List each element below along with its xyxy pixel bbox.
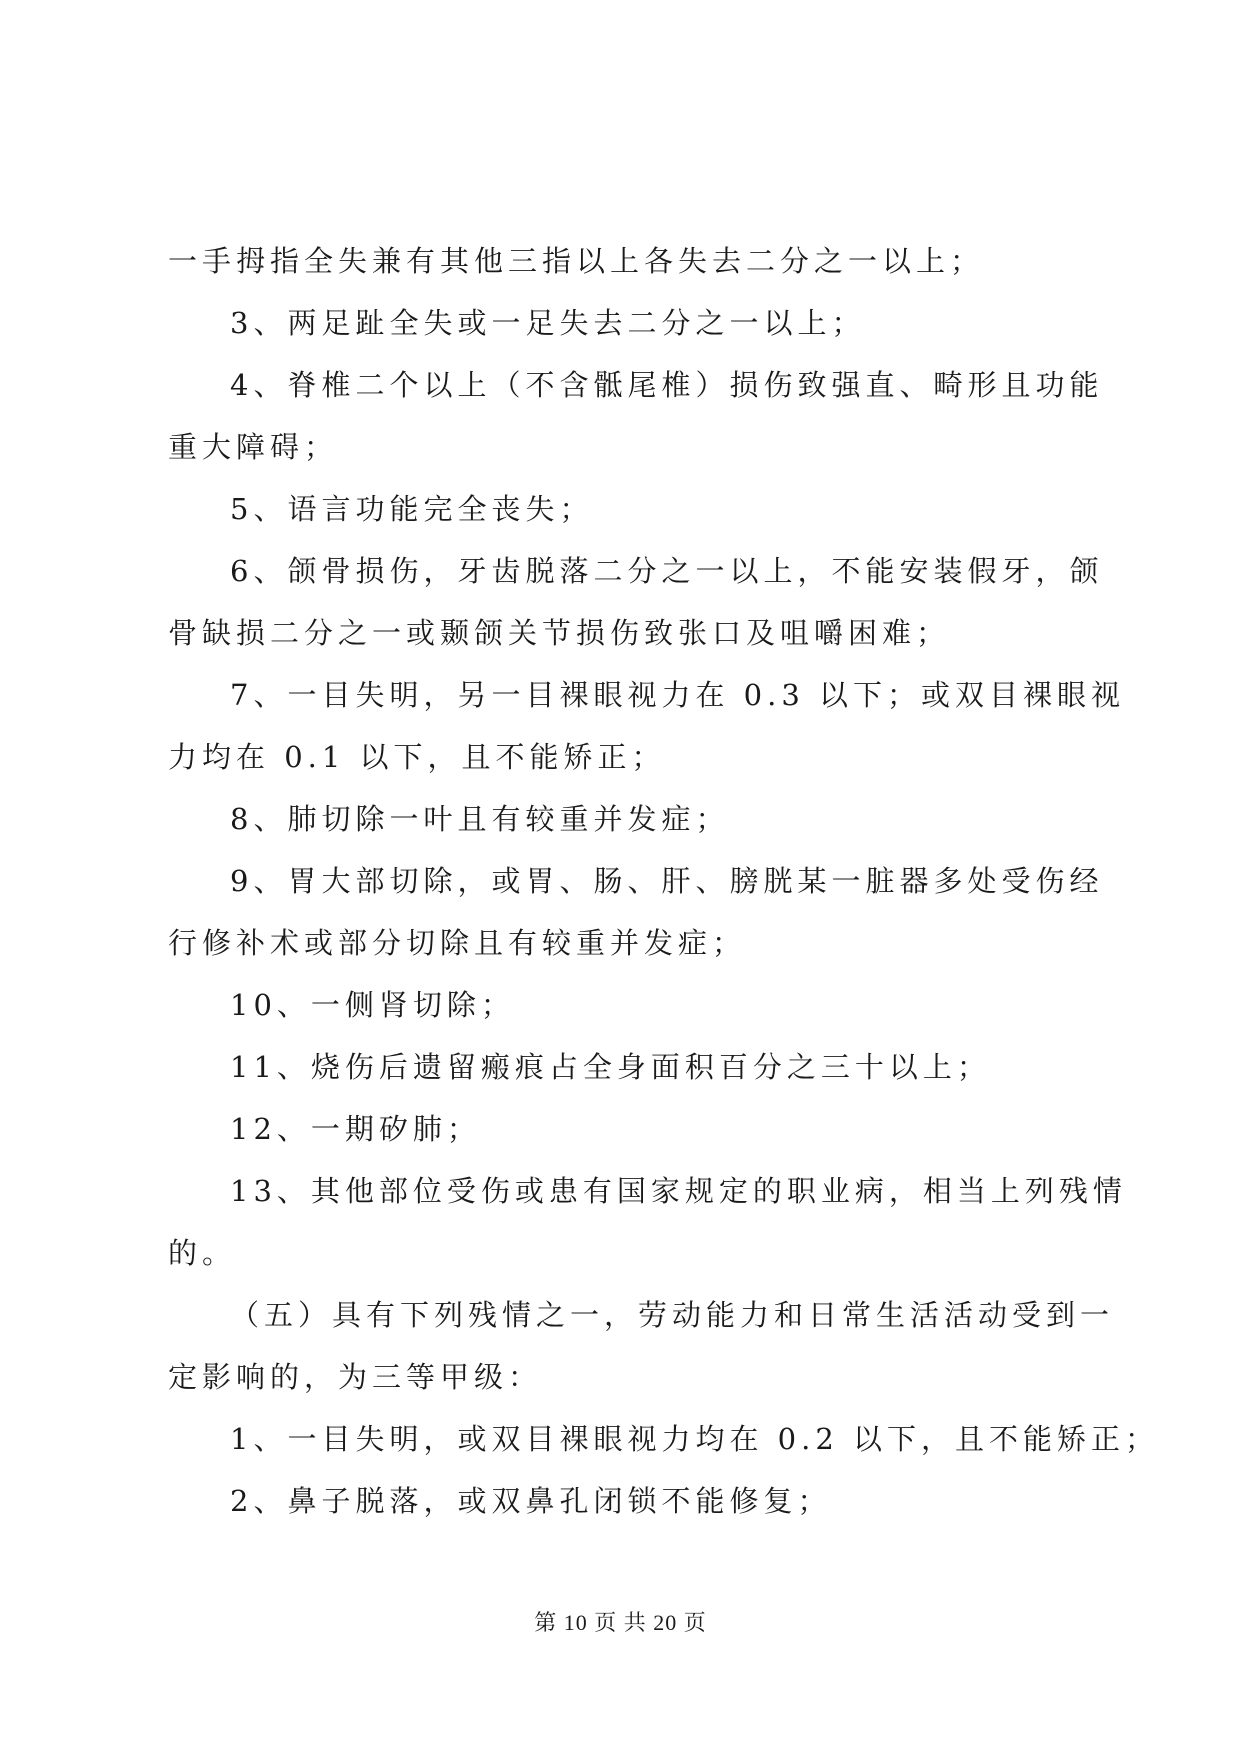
text-line: 9、胃大部切除，或胃、肠、肝、膀胱某一脏器多处受伤经 xyxy=(230,864,1104,898)
text-line: 一手拇指全失兼有其他三指以上各失去二分之一以上； xyxy=(168,244,985,278)
text-line: 11、烧伤后遗留瘢痕占全身面积百分之三十以上； xyxy=(230,1050,991,1084)
text-line: 重大障碍； xyxy=(168,430,339,464)
text-line: 力均在 0.1 以下，且不能矫正； xyxy=(168,740,666,774)
text-line: 7、一目失明，另一目裸眼视力在 0.3 以下；或双目裸眼视 xyxy=(230,678,1126,712)
text-line: 4、脊椎二个以上（不含骶尾椎）损伤致强直、畸形且功能 xyxy=(230,368,1104,402)
text-line: 的。 xyxy=(168,1236,237,1270)
text-line: 骨缺损二分之一或颞颌关节损伤致张口及咀嚼困难； xyxy=(168,616,951,650)
text-line: 6、颌骨损伤，牙齿脱落二分之一以上，不能安装假牙，颌 xyxy=(230,554,1104,588)
text-line: 定影响的，为三等甲级： xyxy=(168,1360,543,1394)
text-line: 行修补术或部分切除且有较重并发症； xyxy=(168,926,747,960)
text-line: 12、一期矽肺； xyxy=(230,1112,481,1146)
text-line: 5、语言功能完全丧失； xyxy=(230,492,594,526)
text-line: 10、一侧肾切除； xyxy=(230,988,515,1022)
text-line: 2、鼻子脱落，或双鼻孔闭锁不能修复； xyxy=(230,1484,832,1518)
text-line: 3、两足趾全失或一足失去二分之一以上； xyxy=(230,306,866,340)
text-line: 13、其他部位受伤或患有国家规定的职业病，相当上列残情 xyxy=(230,1174,1127,1208)
text-line: 1、一目失明，或双目裸眼视力均在 0.2 以下，且不能矫正； xyxy=(230,1422,1160,1456)
document-body xyxy=(168,230,1160,1532)
page-number-footer: 第 10 页 共 20 页 xyxy=(534,1610,707,1635)
section-heading-line: （五）具有下列残情之一，劳动能力和日常生活活动受到一 xyxy=(230,1298,1115,1332)
text-line: 8、肺切除一叶且有较重并发症； xyxy=(230,802,730,836)
